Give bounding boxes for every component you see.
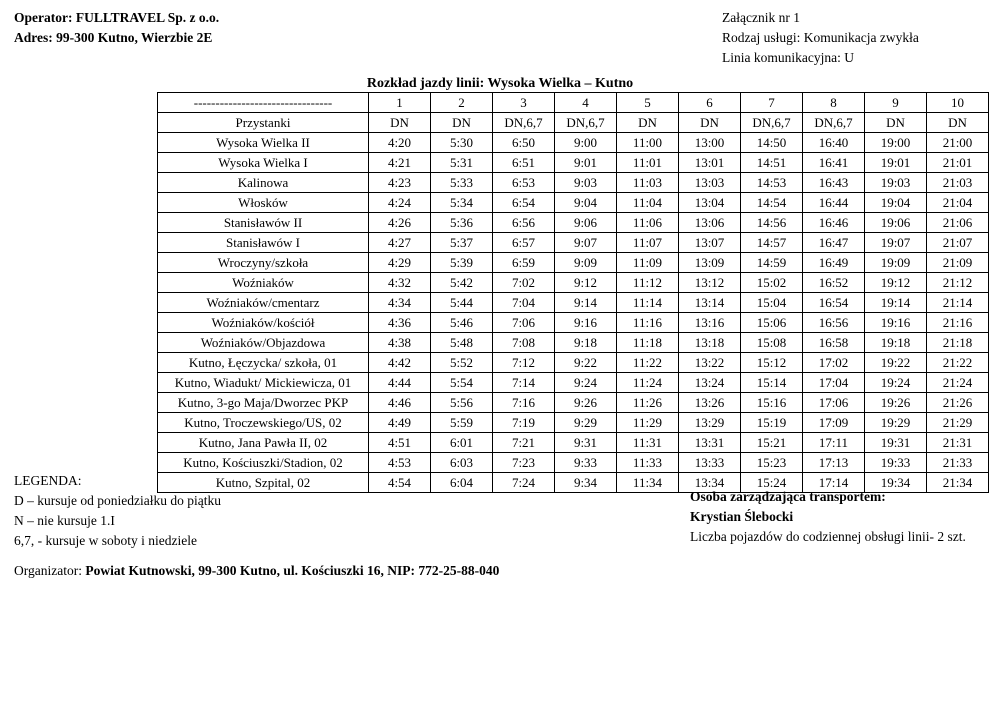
time-cell: 19:33: [865, 453, 927, 473]
table-row: [158, 293, 989, 313]
time-cell: 13:31: [679, 433, 741, 453]
time-cell: 21:14: [927, 293, 989, 313]
row-label-cell: Wysoka Wielka II: [158, 133, 369, 153]
time-cell: 5:52: [431, 353, 493, 373]
time-cell: 13:09: [679, 253, 741, 273]
time-cell: 15:06: [741, 313, 803, 333]
table-row: [158, 253, 989, 273]
time-cell: 13:18: [679, 333, 741, 353]
time-cell: 5:36: [431, 213, 493, 233]
time-cell: DN,6,7: [493, 113, 555, 133]
time-cell: 13:29: [679, 413, 741, 433]
time-cell: 7:14: [493, 373, 555, 393]
time-cell: 11:07: [617, 233, 679, 253]
time-cell: 4:32: [369, 273, 431, 293]
time-cell: 9:29: [555, 413, 617, 433]
time-cell: 6:54: [493, 193, 555, 213]
time-cell: 5:48: [431, 333, 493, 353]
legend-line-d: D – kursuje od poniedziałku do piątku: [14, 493, 221, 508]
row-label-cell: Woźniaków: [158, 273, 369, 293]
vehicle-count: Liczba pojazdów do codziennej obsługi linii- 2 szt.: [690, 529, 966, 544]
time-cell: 15:04: [741, 293, 803, 313]
time-cell: 6: [679, 93, 741, 113]
time-cell: 11:03: [617, 173, 679, 193]
time-cell: 4:46: [369, 393, 431, 413]
time-cell: 7:06: [493, 313, 555, 333]
time-cell: 15:12: [741, 353, 803, 373]
row-label-cell: Woźniaków/cmentarz: [158, 293, 369, 313]
time-cell: 9:31: [555, 433, 617, 453]
time-cell: 16:40: [803, 133, 865, 153]
time-cell: 11:26: [617, 393, 679, 413]
time-cell: 21:03: [927, 173, 989, 193]
operator-block: [14, 8, 219, 68]
time-cell: 11:00: [617, 133, 679, 153]
row-label-cell: Kutno, Troczewskiego/US, 02: [158, 413, 369, 433]
time-cell: 17:04: [803, 373, 865, 393]
time-cell: 16:41: [803, 153, 865, 173]
time-cell: 7:24: [493, 473, 555, 493]
time-cell: 2: [431, 93, 493, 113]
time-cell: 21:09: [927, 253, 989, 273]
time-cell: 9:34: [555, 473, 617, 493]
legend-line-67: 6,7, - kursuje w soboty i niedziele: [14, 533, 197, 548]
time-cell: 7:12: [493, 353, 555, 373]
row-label-cell: Kalinowa: [158, 173, 369, 193]
time-cell: 19:06: [865, 213, 927, 233]
time-cell: 19:04: [865, 193, 927, 213]
time-cell: 14:59: [741, 253, 803, 273]
row-label-cell: Kutno, Wiadukt/ Mickiewicza, 01: [158, 373, 369, 393]
time-cell: 7:21: [493, 433, 555, 453]
row-label-cell: Kutno, Kościuszki/Stadion, 02: [158, 453, 369, 473]
time-cell: 5:42: [431, 273, 493, 293]
time-cell: 19:22: [865, 353, 927, 373]
time-cell: 4:27: [369, 233, 431, 253]
table-row: [158, 173, 989, 193]
time-cell: 7: [741, 93, 803, 113]
time-cell: 4:34: [369, 293, 431, 313]
attachment-block: [722, 8, 982, 68]
table-row: [158, 333, 989, 353]
time-cell: DN: [679, 113, 741, 133]
time-cell: DN,6,7: [803, 113, 865, 133]
time-cell: 7:23: [493, 453, 555, 473]
time-cell: 4:29: [369, 253, 431, 273]
time-cell: 19:26: [865, 393, 927, 413]
time-cell: 21:06: [927, 213, 989, 233]
time-cell: 11:09: [617, 253, 679, 273]
table-row: [158, 453, 989, 473]
time-cell: 16:52: [803, 273, 865, 293]
time-cell: 3: [493, 93, 555, 113]
time-cell: 16:58: [803, 333, 865, 353]
time-cell: 5:37: [431, 233, 493, 253]
row-label-cell: Włosków: [158, 193, 369, 213]
time-cell: 5: [617, 93, 679, 113]
time-cell: 5:39: [431, 253, 493, 273]
table-row: [158, 273, 989, 293]
row-label-cell: Stanisławów I: [158, 233, 369, 253]
time-cell: DN: [865, 113, 927, 133]
time-cell: 16:44: [803, 193, 865, 213]
address-line: Adres: 99-300 Kutno, Wierzbie 2E: [14, 30, 213, 45]
time-cell: 11:33: [617, 453, 679, 473]
time-cell: 4: [555, 93, 617, 113]
time-cell: 11:01: [617, 153, 679, 173]
time-cell: DN: [927, 113, 989, 133]
row-label-cell: Woźniaków/kościół: [158, 313, 369, 333]
time-cell: 11:29: [617, 413, 679, 433]
table-row: [158, 313, 989, 333]
time-cell: 21:34: [927, 473, 989, 493]
timetable-container: [157, 92, 989, 493]
time-cell: 13:07: [679, 233, 741, 253]
timetable: [157, 92, 989, 493]
table-row: [158, 393, 989, 413]
time-cell: 4:38: [369, 333, 431, 353]
row-label-cell: Wroczyny/szkoła: [158, 253, 369, 273]
time-cell: 16:47: [803, 233, 865, 253]
time-cell: 9:03: [555, 173, 617, 193]
time-cell: 4:51: [369, 433, 431, 453]
time-cell: 21:22: [927, 353, 989, 373]
time-cell: 11:24: [617, 373, 679, 393]
time-cell: 5:33: [431, 173, 493, 193]
row-label-cell: Kutno, Jana Pawła II, 02: [158, 433, 369, 453]
time-cell: 4:53: [369, 453, 431, 473]
time-cell: 17:11: [803, 433, 865, 453]
time-cell: 9:24: [555, 373, 617, 393]
time-cell: 21:12: [927, 273, 989, 293]
time-cell: 4:21: [369, 153, 431, 173]
time-cell: 21:33: [927, 453, 989, 473]
time-cell: 11:34: [617, 473, 679, 493]
time-cell: 11:14: [617, 293, 679, 313]
time-cell: 14:56: [741, 213, 803, 233]
time-cell: DN,6,7: [741, 113, 803, 133]
time-cell: 4:24: [369, 193, 431, 213]
table-row: [158, 193, 989, 213]
document-header: [0, 8, 1000, 68]
time-cell: 15:16: [741, 393, 803, 413]
time-cell: 9:16: [555, 313, 617, 333]
time-cell: 9:06: [555, 213, 617, 233]
time-cell: 7:16: [493, 393, 555, 413]
time-cell: 19:07: [865, 233, 927, 253]
time-cell: 1: [369, 93, 431, 113]
attachment-number: Załącznik nr 1: [722, 10, 800, 25]
time-cell: 6:51: [493, 153, 555, 173]
time-cell: 13:16: [679, 313, 741, 333]
time-cell: 7:04: [493, 293, 555, 313]
time-cell: 4:23: [369, 173, 431, 193]
time-cell: 13:33: [679, 453, 741, 473]
time-cell: 13:34: [679, 473, 741, 493]
time-cell: 19:03: [865, 173, 927, 193]
time-cell: 4:54: [369, 473, 431, 493]
time-cell: 21:26: [927, 393, 989, 413]
time-cell: 9:18: [555, 333, 617, 353]
time-cell: 6:01: [431, 433, 493, 453]
time-cell: 7:02: [493, 273, 555, 293]
time-cell: 11:22: [617, 353, 679, 373]
time-cell: 15:24: [741, 473, 803, 493]
row-label-cell: Przystanki: [158, 113, 369, 133]
time-cell: 10: [927, 93, 989, 113]
manager-block: [690, 487, 966, 547]
time-cell: 16:46: [803, 213, 865, 233]
time-cell: 4:26: [369, 213, 431, 233]
time-cell: 11:12: [617, 273, 679, 293]
time-cell: 15:08: [741, 333, 803, 353]
row-label-cell: Kutno, Szpital, 02: [158, 473, 369, 493]
time-cell: 14:57: [741, 233, 803, 253]
time-cell: 19:34: [865, 473, 927, 493]
time-cell: 19:12: [865, 273, 927, 293]
time-cell: 4:20: [369, 133, 431, 153]
time-cell: 13:22: [679, 353, 741, 373]
time-cell: DN: [369, 113, 431, 133]
legend-line-n: N – nie kursuje 1.I: [14, 513, 115, 528]
table-row: [158, 233, 989, 253]
row-label-cell: Kutno, 3-go Maja/Dworzec PKP: [158, 393, 369, 413]
table-header-row: [158, 93, 989, 113]
time-cell: 21:07: [927, 233, 989, 253]
organizer-value: Powiat Kutnowski, 99-300 Kutno, ul. Kościuszki 16, NIP: 772-25-88-040: [85, 563, 500, 578]
time-cell: 6:59: [493, 253, 555, 273]
time-cell: 4:36: [369, 313, 431, 333]
time-cell: 21:29: [927, 413, 989, 433]
row-label-cell: Woźniaków/Objazdowa: [158, 333, 369, 353]
time-cell: 21:00: [927, 133, 989, 153]
time-cell: 4:42: [369, 353, 431, 373]
time-cell: 5:46: [431, 313, 493, 333]
time-cell: 11:16: [617, 313, 679, 333]
time-cell: 9:26: [555, 393, 617, 413]
time-cell: 7:19: [493, 413, 555, 433]
time-cell: 6:03: [431, 453, 493, 473]
time-cell: 11:18: [617, 333, 679, 353]
row-label-cell: --------------------------------: [158, 93, 369, 113]
time-cell: 6:04: [431, 473, 493, 493]
table-row: [158, 153, 989, 173]
time-cell: 13:00: [679, 133, 741, 153]
time-cell: 9:09: [555, 253, 617, 273]
time-cell: 7:08: [493, 333, 555, 353]
time-cell: 19:01: [865, 153, 927, 173]
time-cell: 21:18: [927, 333, 989, 353]
time-cell: 15:23: [741, 453, 803, 473]
time-cell: 19:09: [865, 253, 927, 273]
time-cell: 13:24: [679, 373, 741, 393]
time-cell: 6:50: [493, 133, 555, 153]
time-cell: 11:31: [617, 433, 679, 453]
legend-heading: LEGENDA:: [14, 473, 82, 488]
time-cell: 16:49: [803, 253, 865, 273]
table-row: [158, 433, 989, 453]
time-cell: 5:34: [431, 193, 493, 213]
row-label-cell: Stanisławów II: [158, 213, 369, 233]
time-cell: 5:54: [431, 373, 493, 393]
time-cell: 21:16: [927, 313, 989, 333]
manager-name: Krystian Ślebocki: [690, 509, 794, 524]
table-row: [158, 413, 989, 433]
time-cell: 19:14: [865, 293, 927, 313]
time-cell: 16:54: [803, 293, 865, 313]
time-cell: 13:14: [679, 293, 741, 313]
time-cell: 13:12: [679, 273, 741, 293]
time-cell: 19:29: [865, 413, 927, 433]
row-label-cell: Kutno, Łęczycka/ szkoła, 01: [158, 353, 369, 373]
time-cell: 19:24: [865, 373, 927, 393]
time-cell: 9:00: [555, 133, 617, 153]
time-cell: 4:49: [369, 413, 431, 433]
time-cell: 9:07: [555, 233, 617, 253]
organizer-block: [14, 561, 499, 581]
time-cell: 4:44: [369, 373, 431, 393]
time-cell: 13:03: [679, 173, 741, 193]
time-cell: 19:18: [865, 333, 927, 353]
time-cell: 9:22: [555, 353, 617, 373]
time-cell: 17:14: [803, 473, 865, 493]
time-cell: 16:56: [803, 313, 865, 333]
time-cell: 6:57: [493, 233, 555, 253]
time-cell: 15:19: [741, 413, 803, 433]
service-type: Rodzaj usługi: Komunikacja zwykła: [722, 30, 919, 45]
time-cell: 14:50: [741, 133, 803, 153]
time-cell: 19:16: [865, 313, 927, 333]
time-cell: 13:26: [679, 393, 741, 413]
time-cell: 17:06: [803, 393, 865, 413]
table-service-row: [158, 113, 989, 133]
time-cell: 15:02: [741, 273, 803, 293]
time-cell: 5:31: [431, 153, 493, 173]
time-cell: 17:13: [803, 453, 865, 473]
time-cell: 9:04: [555, 193, 617, 213]
time-cell: 13:04: [679, 193, 741, 213]
table-row: [158, 133, 989, 153]
time-cell: DN: [617, 113, 679, 133]
time-cell: 5:59: [431, 413, 493, 433]
time-cell: 14:54: [741, 193, 803, 213]
time-cell: 21:24: [927, 373, 989, 393]
line-number: Linia komunikacyjna: U: [722, 50, 854, 65]
time-cell: 8: [803, 93, 865, 113]
time-cell: 5:30: [431, 133, 493, 153]
table-row: [158, 373, 989, 393]
time-cell: 16:43: [803, 173, 865, 193]
time-cell: 21:04: [927, 193, 989, 213]
time-cell: 21:01: [927, 153, 989, 173]
time-cell: 21:31: [927, 433, 989, 453]
time-cell: 17:02: [803, 353, 865, 373]
time-cell: DN,6,7: [555, 113, 617, 133]
time-cell: DN: [431, 113, 493, 133]
operator-line: Operator: FULLTRAVEL Sp. z o.o.: [14, 10, 220, 25]
time-cell: 14:51: [741, 153, 803, 173]
row-label-cell: Wysoka Wielka I: [158, 153, 369, 173]
page-title: Rozkład jazdy linii: Wysoka Wielka – Kutno: [366, 76, 634, 91]
time-cell: 5:56: [431, 393, 493, 413]
time-cell: 15:14: [741, 373, 803, 393]
time-cell: 9:01: [555, 153, 617, 173]
organizer-label: Organizator:: [14, 563, 86, 578]
time-cell: 15:21: [741, 433, 803, 453]
time-cell: 9:14: [555, 293, 617, 313]
table-row: [158, 353, 989, 373]
time-cell: 9: [865, 93, 927, 113]
time-cell: 6:56: [493, 213, 555, 233]
time-cell: 11:06: [617, 213, 679, 233]
time-cell: 13:01: [679, 153, 741, 173]
time-cell: 5:44: [431, 293, 493, 313]
table-row: [158, 213, 989, 233]
time-cell: 19:31: [865, 433, 927, 453]
manager-heading: Osoba zarządzająca transportem:: [690, 489, 886, 504]
legend-block: [14, 471, 221, 551]
time-cell: 6:53: [493, 173, 555, 193]
time-cell: 9:33: [555, 453, 617, 473]
time-cell: 17:09: [803, 413, 865, 433]
time-cell: 19:00: [865, 133, 927, 153]
time-cell: 9:12: [555, 273, 617, 293]
time-cell: 11:04: [617, 193, 679, 213]
time-cell: 14:53: [741, 173, 803, 193]
time-cell: 13:06: [679, 213, 741, 233]
